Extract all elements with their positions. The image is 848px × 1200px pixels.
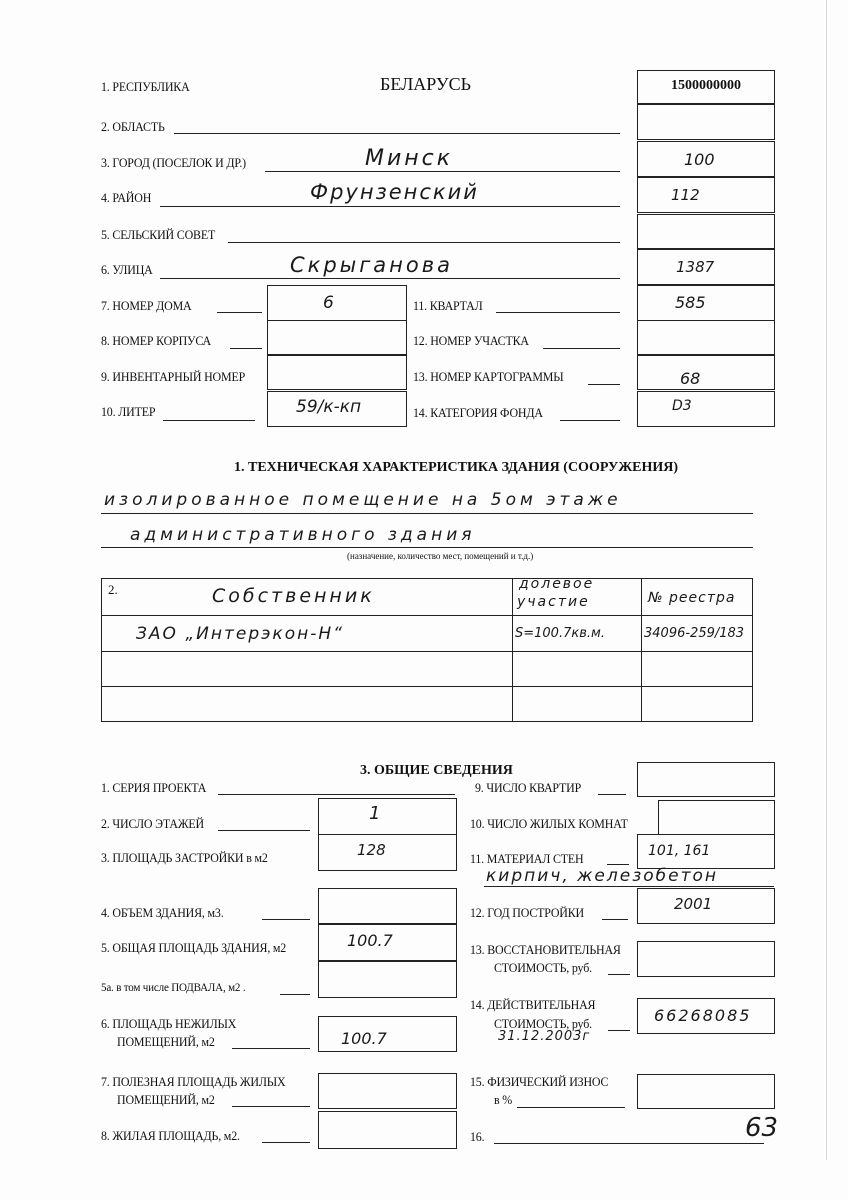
cartogram-value: 68 xyxy=(680,369,701,388)
label-nonres-area-1: 6. ПЛОЩАДЬ НЕЖИЛЫХ xyxy=(101,1016,237,1031)
label-16: 16. xyxy=(470,1129,485,1144)
city-value: Минск xyxy=(365,146,454,171)
house-line xyxy=(217,312,262,313)
share-header-cell xyxy=(513,576,642,616)
owners-header-row xyxy=(102,579,753,616)
wall-code-box[interactable] xyxy=(637,834,775,869)
label-block: 11. КВАРТАЛ xyxy=(413,298,483,313)
total-area-box[interactable] xyxy=(318,924,457,961)
total-area-value: 100.7 xyxy=(347,931,393,950)
owners-row-3 xyxy=(102,687,753,722)
street-code: 1387 xyxy=(676,258,715,276)
section2-number: 2. xyxy=(108,582,118,597)
label-rooms: 10. ЧИСЛО ЖИЛЫХ КОМНАТ xyxy=(470,816,628,831)
page-number: 63 xyxy=(745,1113,779,1143)
purpose-note: (назначение, количество мест, помещений и т.д.) xyxy=(347,551,534,561)
inventory-box[interactable] xyxy=(267,355,407,390)
district-value: Фрунзенский xyxy=(310,180,479,204)
region-line xyxy=(174,133,620,134)
label-street: 6. УЛИЦА xyxy=(101,262,153,277)
village-council-line xyxy=(228,242,620,243)
wall-code-value: 101, 161 xyxy=(648,843,711,859)
owners-row-1 xyxy=(102,616,753,652)
actual-cost-line xyxy=(608,1030,630,1031)
street-line xyxy=(160,278,620,279)
apartments-box[interactable] xyxy=(637,762,775,797)
replacement-cost-line xyxy=(608,974,630,975)
owner-header: Собственник xyxy=(212,585,375,607)
registry-header: № реестра xyxy=(648,590,736,606)
owner-header-cell xyxy=(102,579,513,616)
share-header-2: участие xyxy=(517,594,590,610)
label-republic: 1. РЕСПУБЛИКА xyxy=(101,79,190,94)
city-code: 100 xyxy=(684,150,715,169)
purpose-underline-2 xyxy=(101,547,753,548)
build-area-value: 128 xyxy=(357,841,386,859)
label-total-area: 5. ОБЩАЯ ПЛОЩАДЬ ЗДАНИЯ, м2 xyxy=(101,940,287,955)
share-cell xyxy=(513,616,642,652)
street-value: Скрыганова xyxy=(290,253,453,277)
floors-value: 1 xyxy=(369,803,381,824)
block-box[interactable] xyxy=(637,285,775,321)
house-value: 6 xyxy=(323,293,334,313)
label-cartogram: 13. НОМЕР КАРТОГРАММЫ xyxy=(413,369,564,384)
wall-material-value: кирпич, железобетон xyxy=(486,866,719,886)
label-project-series: 1. СЕРИЯ ПРОЕКТА xyxy=(101,780,207,795)
registry-cell xyxy=(642,616,753,652)
volume-line xyxy=(262,919,310,920)
apartments-line xyxy=(598,794,626,795)
owner-value: ЗАО „Интерэкон-Н“ xyxy=(136,624,344,644)
floors-line xyxy=(218,830,310,831)
label-liter: 10. ЛИТЕР xyxy=(101,404,156,419)
label-wear-1: 15. ФИЗИЧЕСКИЙ ИЗНОС xyxy=(470,1074,609,1089)
label-village-council: 5. СЕЛЬСКИЙ СОВЕТ xyxy=(101,227,216,242)
building-number-line xyxy=(230,348,262,349)
field16-line xyxy=(494,1143,764,1144)
nonres-area-line xyxy=(232,1048,310,1049)
owners-table xyxy=(101,578,753,722)
registry-header-cell xyxy=(642,579,753,616)
living-area-box[interactable] xyxy=(318,1111,457,1149)
fund-line xyxy=(560,420,620,421)
label-volume: 4. ОБЪЕМ ЗДАНИЯ, м3. xyxy=(101,905,224,920)
fund-box[interactable] xyxy=(637,391,775,427)
block-line xyxy=(496,312,620,313)
cartogram-box[interactable] xyxy=(637,355,775,390)
republic-code: 1500000000 xyxy=(671,78,741,93)
section3-title: 3. ОБЩИЕ СВЕДЕНИЯ xyxy=(360,763,513,778)
code-box-5[interactable] xyxy=(637,214,775,249)
replacement-cost-box[interactable] xyxy=(637,941,775,977)
block-value: 585 xyxy=(675,293,706,312)
label-useful-area-2: ПОМЕЩЕНИЙ, м2 xyxy=(117,1092,215,1107)
city-line xyxy=(265,171,620,172)
label-nonres-area-2: ПОМЕЩЕНИЙ, м2 xyxy=(117,1034,215,1049)
volume-box[interactable] xyxy=(318,888,457,924)
code-box-2[interactable] xyxy=(637,104,775,140)
label-apartments: 9. ЧИСЛО КВАРТИР xyxy=(475,780,582,795)
basement-area-box[interactable] xyxy=(318,961,457,998)
label-region: 2. ОБЛАСТЬ xyxy=(101,119,165,134)
cost-date-value: 31.12.2003г xyxy=(498,1029,591,1044)
label-inventory: 9. ИНВЕНТАРНЫЙ НОМЕР xyxy=(101,369,246,384)
label-wall-material: 11. МАТЕРИАЛ СТЕН xyxy=(470,851,584,866)
registry-value: 34096-259/183 xyxy=(644,626,745,641)
plot-line xyxy=(543,348,620,349)
liter-box[interactable] xyxy=(267,391,407,427)
nonres-area-box[interactable] xyxy=(318,1016,457,1052)
label-floors: 2. ЧИСЛО ЭТАЖЕЙ xyxy=(101,816,204,831)
house-box[interactable] xyxy=(267,285,407,321)
actual-cost-box[interactable] xyxy=(637,998,775,1034)
label-actual-cost-1: 14. ДЕЙСТВИТЕЛЬНАЯ xyxy=(470,997,596,1012)
cartogram-line xyxy=(588,384,620,385)
plot-box[interactable] xyxy=(637,320,775,355)
year-box[interactable] xyxy=(637,888,775,924)
label-building-number: 8. НОМЕР КОРПУСА xyxy=(101,333,211,348)
label-fund: 14. КАТЕГОРИЯ ФОНДА xyxy=(413,405,543,420)
liter-line xyxy=(163,420,255,421)
purpose-line-2: административного здания xyxy=(130,525,476,545)
label-city: 3. ГОРОД (ПОСЕЛОК И ДР.) xyxy=(101,155,246,170)
label-useful-area-1: 7. ПОЛЕЗНАЯ ПЛОЩАДЬ ЖИЛЫХ xyxy=(101,1074,286,1089)
building-number-box[interactable] xyxy=(267,320,407,355)
liter-value: 59/к-кп xyxy=(296,397,362,417)
wall-material-line xyxy=(607,864,629,865)
basement-area-line xyxy=(280,994,310,995)
share-header-1: долевое xyxy=(519,576,595,592)
purpose-line-1: изолированное помещение на 5ом этаже xyxy=(104,490,622,510)
label-basement-area: 5а. в том числе ПОДВАЛА, м2 . xyxy=(101,980,246,994)
label-plot: 12. НОМЕР УЧАСТКА xyxy=(413,333,529,348)
label-living-area: 8. ЖИЛАЯ ПЛОЩАДЬ, м2. xyxy=(101,1128,240,1143)
useful-area-box[interactable] xyxy=(318,1073,457,1109)
wear-box[interactable] xyxy=(637,1074,775,1109)
purpose-underline-1 xyxy=(101,513,753,514)
share-value: S=100.7кв.м. xyxy=(515,626,605,641)
district-code: 112 xyxy=(671,186,700,204)
year-value: 2001 xyxy=(674,895,713,913)
owners-row-2 xyxy=(102,652,753,687)
label-year: 12. ГОД ПОСТРОЙКИ xyxy=(470,905,585,920)
build-area-box[interactable] xyxy=(318,834,457,871)
fund-value: D3 xyxy=(672,398,692,414)
country-name: БЕЛАРУСЬ xyxy=(380,74,471,94)
floors-box[interactable] xyxy=(318,798,457,835)
code-box-1[interactable] xyxy=(637,70,775,104)
district-line xyxy=(160,206,620,207)
wear-line xyxy=(517,1107,625,1108)
living-area-line xyxy=(262,1142,310,1143)
project-series-line xyxy=(218,794,455,795)
label-replacement-cost-1: 13. ВОССТАНОВИТЕЛЬНАЯ xyxy=(470,942,621,957)
year-line xyxy=(602,919,628,920)
code-box-3[interactable] xyxy=(637,141,775,177)
rooms-box[interactable] xyxy=(658,800,775,835)
section1-title: 1. ТЕХНИЧЕСКАЯ ХАРАКТЕРИСТИКА ЗДАНИЯ (СООРУЖЕНИЯ) xyxy=(234,460,679,475)
code-box-4[interactable] xyxy=(637,177,775,213)
scan-edge-line xyxy=(826,0,827,1160)
useful-area-line xyxy=(232,1106,310,1107)
wall-material-underline xyxy=(484,886,774,887)
label-build-area: 3. ПЛОЩАДЬ ЗАСТРОЙКИ в м2 xyxy=(101,850,268,865)
label-district: 4. РАЙОН xyxy=(101,190,152,205)
code-box-6[interactable] xyxy=(637,249,775,285)
label-house: 7. НОМЕР ДОМА xyxy=(101,298,192,313)
label-wear-2: в % xyxy=(494,1092,513,1107)
label-actual-cost-2: СТОИМОСТЬ, руб. xyxy=(494,1016,592,1031)
label-replacement-cost-2: СТОИМОСТЬ, руб. xyxy=(494,960,592,975)
actual-cost-value: 66268085 xyxy=(654,1006,752,1025)
owner-cell xyxy=(102,616,513,652)
nonres-area-value: 100.7 xyxy=(341,1029,387,1048)
